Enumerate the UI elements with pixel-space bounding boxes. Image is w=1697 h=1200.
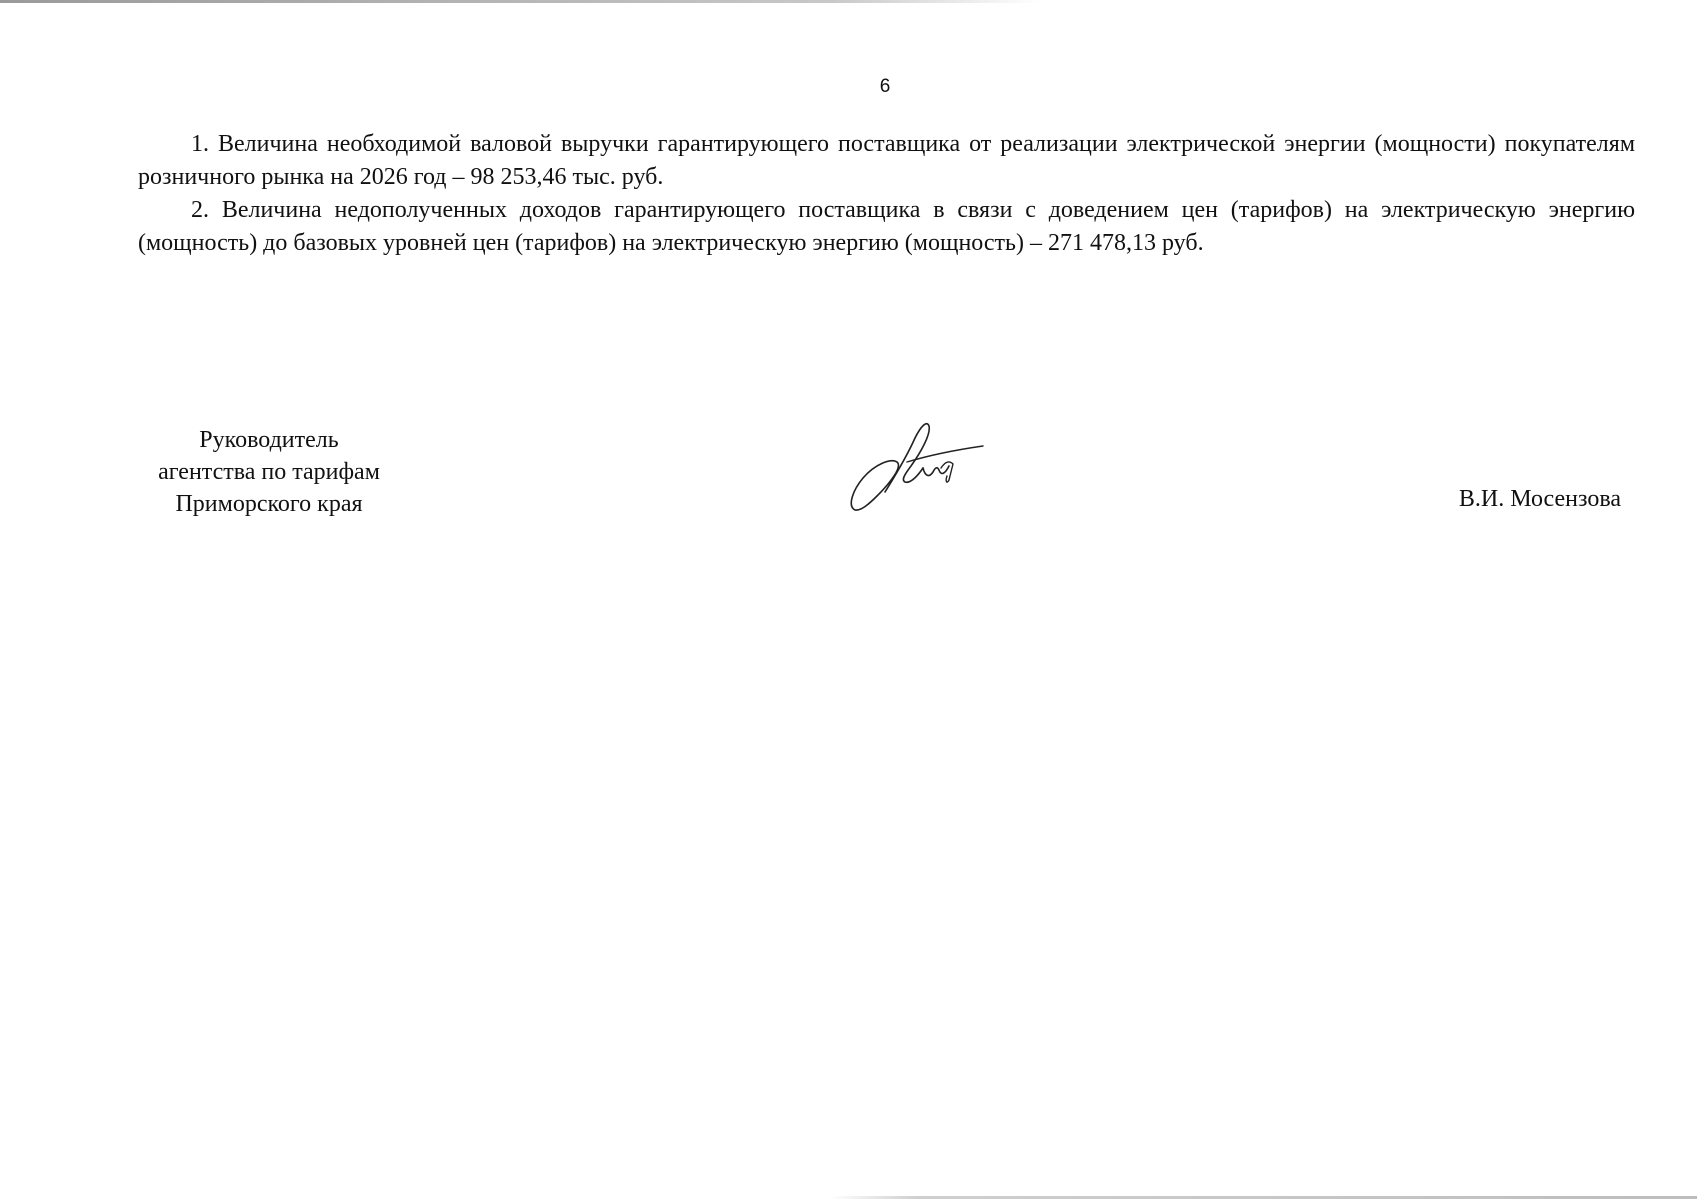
paragraph-1: 1. Величина необходимой валовой выручки гарантирующего поставщика от реализации электрической энергии (мощности) покупателям розничного рынка на 2026 год – 98 253,46 тыс. руб. xyxy=(138,131,1635,190)
position-line-2: агентства по тарифам xyxy=(158,459,380,485)
page-number: 6 xyxy=(879,76,891,97)
paragraph-2: 2. Величина недополученных доходов гарантирующего поставщика в связи с доведением цен (тарифов) на электрическую энергию (мощность) до базовых уровней цен (тарифов) на электрическую энергию (мощность) – 271 478,13 руб. xyxy=(138,197,1635,256)
position-line-3: Приморского края xyxy=(175,491,363,517)
signer-name: В.И. Мосензова xyxy=(1458,486,1621,512)
scan-edge-bottom xyxy=(830,1196,1697,1199)
document-body xyxy=(138,128,1635,260)
signatory-position xyxy=(124,424,414,520)
scan-edge-top xyxy=(0,0,1040,3)
handwritten-signature xyxy=(845,418,985,518)
position-line-1: Руководитель xyxy=(199,427,339,453)
